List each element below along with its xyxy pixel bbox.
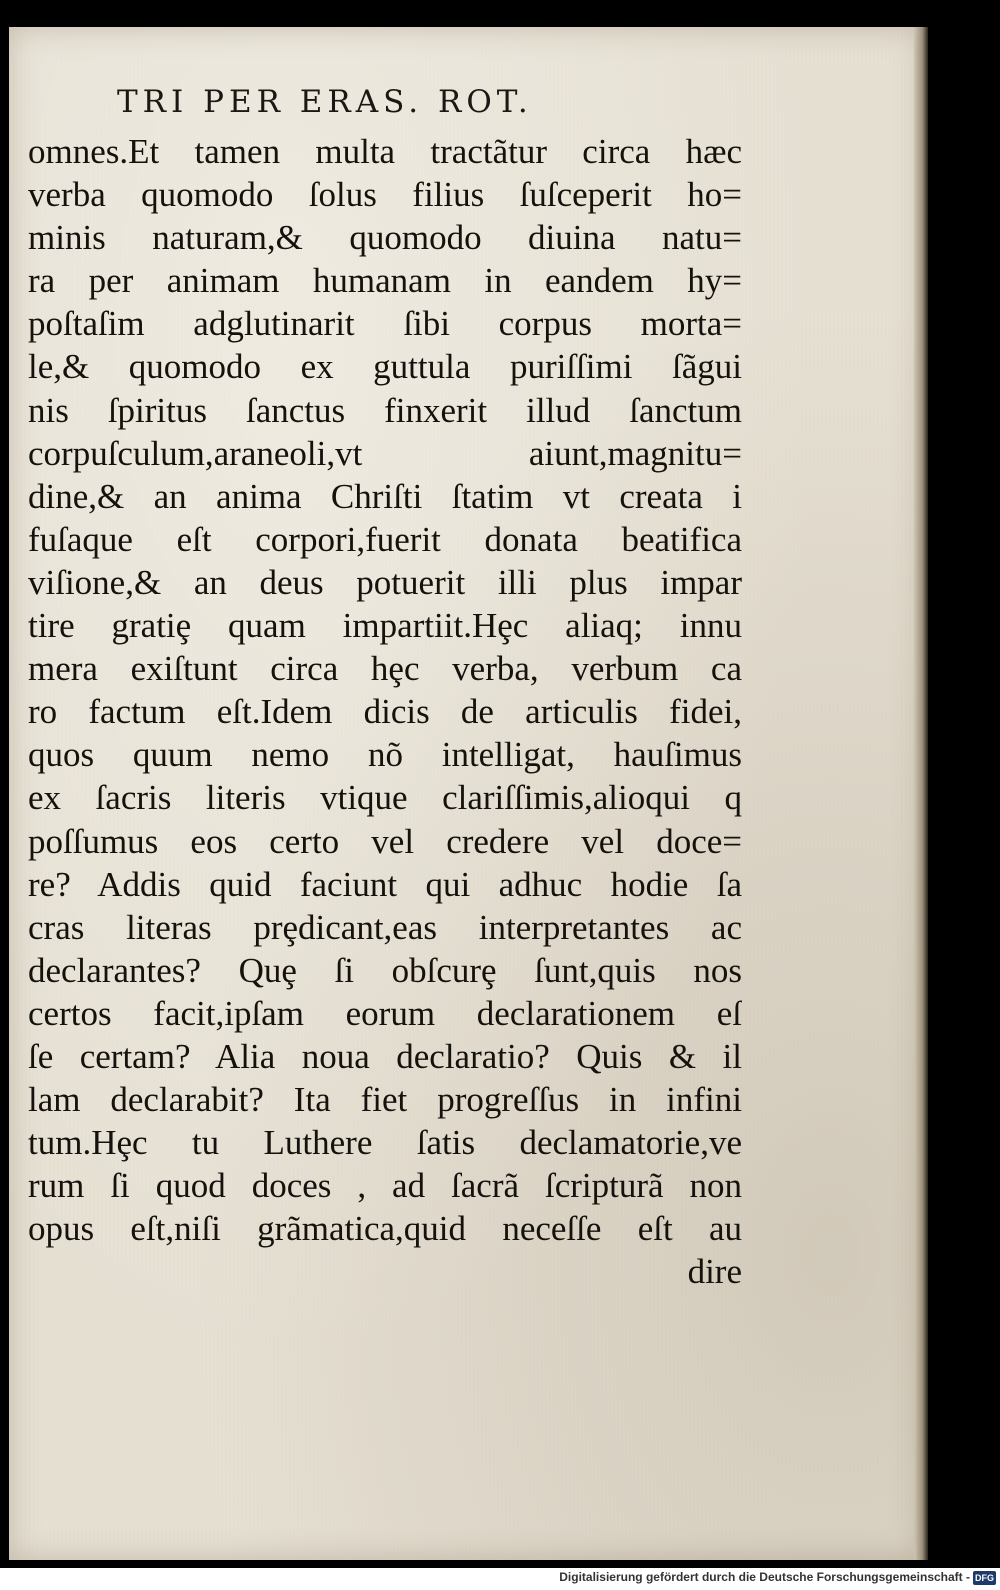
text-line: verba quomodo ſolus filius ſuſceperit ho= xyxy=(28,175,742,215)
text-line: le,& quomodo ex guttula puriſſimi ſãgui xyxy=(28,347,742,387)
text-line: tum.Hȩc tu Luthere ſatis declamatorie,ve xyxy=(28,1123,742,1163)
text-line: opus eſt,niſi grãmatica,quid neceſſe eſt au xyxy=(28,1209,742,1249)
running-head: TRI PER ERAS. ROT. xyxy=(117,84,533,120)
text-line: poſſumus eos certo vel credere vel doce= xyxy=(28,821,742,861)
page-edge xyxy=(914,27,928,1560)
text-line: mera exiſtunt circa hȩc verba, verbum ca xyxy=(28,649,742,689)
text-line: fuſaque eſt corpori,fuerit donata beatifica xyxy=(28,519,742,559)
text-line: declarantes? Quȩ ſi obſcurȩ ſunt,quis nos xyxy=(28,950,742,990)
text-line: viſione,& an deus potuerit illi plus impar xyxy=(28,562,742,602)
text-line: ſe certam? Alia noua declaratio? Quis & il xyxy=(28,1036,742,1076)
text-line: quos quum nemo nõ intelligat, hauſimus xyxy=(28,735,742,775)
text-line: dire xyxy=(687,1252,742,1292)
text-line: dine,& an anima Chriſti ſtatim vt creata i xyxy=(28,476,742,516)
text-line: cras literas prȩdicant,eas interpretantes ac xyxy=(28,907,742,947)
footer-bar xyxy=(0,1568,1000,1590)
text-line: ra per animam humanam in eandem hy= xyxy=(28,261,742,301)
text-line: minis naturam,& quomodo diuina natu= xyxy=(28,218,742,258)
text-line: ro factum eſt.Idem dicis de articulis fidei, xyxy=(28,692,742,732)
text-line: rum ſi quod doces , ad ſacrã ſcripturã non xyxy=(28,1166,742,1206)
text-line: ex ſacris literis vtique clariſſimis,alioqui q xyxy=(28,778,742,818)
text-line: nis ſpiritus ſanctus finxerit illud ſanctum xyxy=(28,390,742,430)
footer-credit: Digitalisierung gefördert durch die Deutsche Forschungsgemeinschaft - xyxy=(559,1570,970,1584)
text-line: certos facit,ipſam eorum declarationem eſ xyxy=(28,993,742,1033)
text-line: tire gratiȩ quam impartiit.Hȩc aliaq; innu xyxy=(28,606,742,646)
text-line: re? Addis quid faciunt qui adhuc hodie ſa xyxy=(28,864,742,904)
text-block xyxy=(28,130,742,1294)
text-line: omnes.Et tamen multa tractãtur circa hæc xyxy=(28,132,742,171)
text-line: corpuſculum,araneoli,vt aiunt,magnitu= xyxy=(28,433,742,473)
text-line: poſtaſim adglutinarit ſibi corpus morta= xyxy=(28,304,742,344)
dfg-logo: DFG xyxy=(975,1573,994,1583)
text-line: lam declarabit? Ita fiet progreſſus in infini xyxy=(28,1080,742,1120)
